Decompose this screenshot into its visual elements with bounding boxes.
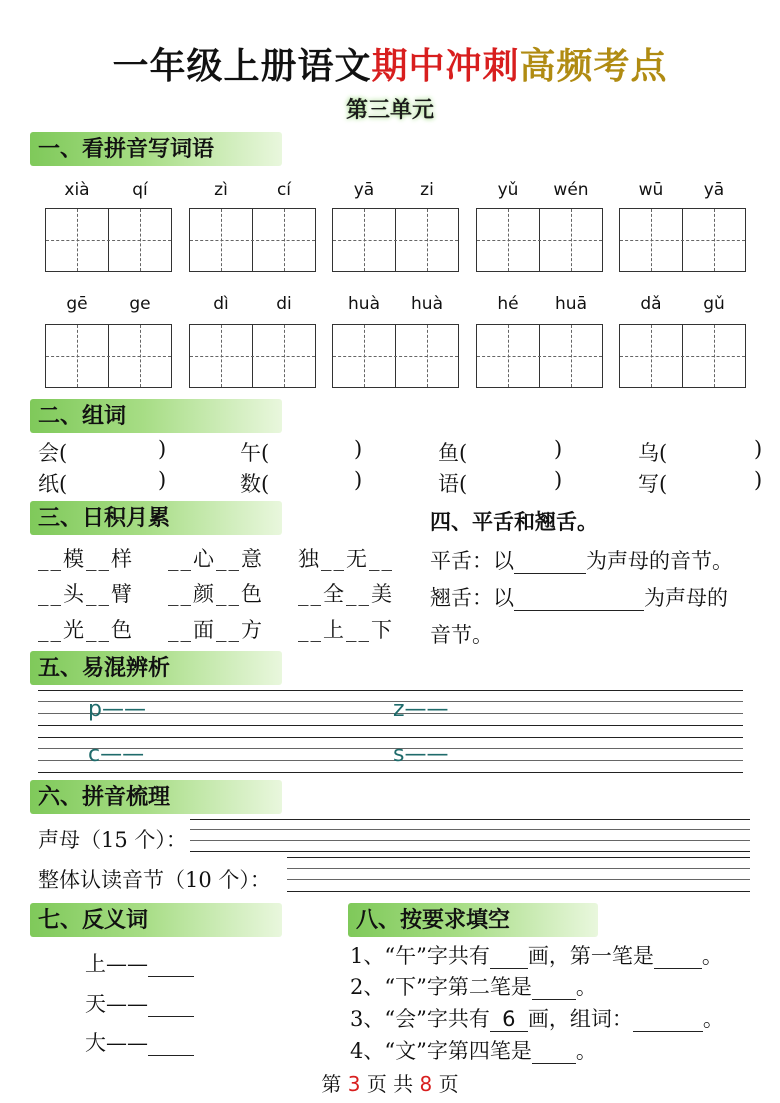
antonym-word: 上—— [85, 952, 148, 976]
title-part2: 期中冲刺 [371, 46, 520, 87]
pinyin-label: yǔ [497, 180, 519, 200]
pinyin-label: ge [129, 294, 151, 314]
page-footer [0, 1068, 780, 1097]
idiom-blank[interactable]: __颜__色 [168, 582, 264, 606]
antonym-item [85, 988, 194, 1018]
footer-prefix: 第 [321, 1072, 342, 1096]
pinyin-label: huà [411, 294, 443, 314]
writing-grid[interactable] [189, 208, 316, 272]
page-title [0, 38, 780, 89]
pinyin-label: gē [66, 294, 88, 314]
confusable-p: p—— [88, 697, 146, 722]
q3-text-b: 画，组词： [527, 1007, 633, 1031]
flat-blank[interactable] [514, 549, 586, 574]
footer-mid: 页 共 [366, 1072, 414, 1096]
q1-blank-1[interactable] [490, 944, 528, 969]
whole-syllables-label: 整体认读音节（10 个）： [38, 868, 271, 892]
confusable-z: z—— [393, 697, 449, 722]
idiom-blank[interactable]: __面__方 [168, 618, 264, 642]
q2-blank[interactable] [532, 975, 576, 1000]
close-paren: ) [554, 437, 563, 461]
pinyin-label: zi [420, 180, 434, 200]
q1-text-c: 。 [701, 944, 723, 968]
current-page: 3 [347, 1072, 361, 1096]
writing-grid[interactable] [476, 208, 603, 272]
pinyin-label: gǔ [703, 294, 725, 314]
pinyin-label: yā [353, 180, 375, 200]
open-paren: ( [459, 472, 468, 496]
q3-answer[interactable]: 6 [490, 1007, 528, 1032]
antonym-blank[interactable] [148, 952, 194, 977]
word-char: 午 [240, 441, 261, 465]
curl-tongue-line [430, 582, 728, 612]
idiom-blank[interactable]: __上__下 [298, 618, 394, 642]
idiom-blank[interactable]: __模__样 [38, 547, 134, 571]
word-group-item [240, 437, 269, 467]
antonym-word: 大—— [85, 1031, 148, 1055]
q3-blank[interactable] [633, 1007, 703, 1032]
open-paren: ( [659, 472, 668, 496]
q4-text-b: 。 [575, 1039, 597, 1063]
q2-text-a: 2、“下”字第二笔是 [350, 975, 532, 999]
q3 [350, 1003, 724, 1033]
q4 [350, 1035, 597, 1065]
pinyin-label: qí [132, 180, 148, 200]
curl-label: 翘舌：以 [430, 586, 514, 610]
close-paren: ) [354, 468, 363, 492]
close-paren: ) [158, 437, 167, 461]
title-part1: 一年级上册语文 [112, 46, 372, 87]
word-char: 纸 [38, 472, 59, 496]
writing-grid[interactable] [189, 324, 316, 388]
pinyin-label: cí [276, 180, 292, 200]
close-paren: ) [158, 468, 167, 492]
close-paren: ) [754, 437, 763, 461]
word-group-item [240, 468, 269, 498]
antonym-word: 天—— [85, 992, 148, 1016]
pinyin-label: huā [555, 294, 587, 314]
total-pages: 8 [419, 1072, 433, 1096]
close-paren: ) [354, 437, 363, 461]
q4-blank[interactable] [532, 1039, 576, 1064]
unit-subtitle: 第三单元 [345, 97, 434, 123]
writing-grid[interactable] [619, 208, 746, 272]
open-paren: ( [59, 441, 68, 465]
section2-header: 二、组词 [30, 399, 282, 433]
antonym-blank[interactable] [148, 992, 194, 1017]
q1-text-a: 1、“午”字共有 [350, 944, 490, 968]
writing-grid[interactable] [332, 324, 459, 388]
word-group-item [38, 468, 67, 498]
section5-header: 五、易混辨析 [30, 651, 282, 685]
word-group-item [638, 468, 667, 498]
q4-text-a: 4、“文”字第四笔是 [350, 1039, 532, 1063]
section6-header: 六、拼音梳理 [30, 780, 282, 814]
close-paren: ) [754, 468, 763, 492]
open-paren: ( [59, 472, 68, 496]
q1 [350, 940, 723, 970]
curl-blank[interactable] [514, 586, 644, 611]
pinyin-label: dǎ [640, 294, 662, 314]
section3-header: 三、日积月累 [30, 501, 282, 535]
section7-header: 七、反义词 [30, 903, 282, 937]
pinyin-label: huà [348, 294, 380, 314]
idiom-blank[interactable]: __全__美 [298, 582, 394, 606]
confusable-c: c—— [88, 742, 145, 767]
word-char: 鱼 [438, 441, 459, 465]
pinyin-label: dì [213, 294, 229, 314]
word-group-item [638, 437, 667, 467]
q1-text-b: 画，第一笔是 [527, 944, 654, 968]
word-char: 数 [240, 472, 261, 496]
writing-grid[interactable] [45, 324, 172, 388]
writing-grid[interactable] [476, 324, 603, 388]
word-group-item [438, 468, 467, 498]
open-paren: ( [261, 441, 270, 465]
pinyin-label: wén [553, 180, 589, 200]
curl-tail-2: 音节。 [430, 623, 493, 647]
writing-grid[interactable] [619, 324, 746, 388]
curl-tail: 为声母的 [644, 586, 728, 610]
idiom-blank[interactable]: 独__无__ [298, 547, 394, 571]
section4-header: 四、平舌和翘舌。 [430, 509, 598, 534]
q2 [350, 971, 597, 1001]
open-paren: ( [261, 472, 270, 496]
q3-text-a: 3、“会”字共有 [350, 1007, 490, 1031]
title-part3: 高频考点 [519, 46, 668, 87]
pinyin-label: yā [703, 180, 725, 200]
antonym-item [85, 1027, 194, 1057]
pinyin-label: xià [64, 180, 90, 200]
writing-grid[interactable] [45, 208, 172, 272]
idiom-blank[interactable]: __心__意 [168, 547, 264, 571]
q3-text-c: 。 [702, 1007, 724, 1031]
flat-tongue-line [430, 545, 733, 575]
word-group-item [438, 437, 467, 467]
pinyin-label: hé [497, 294, 519, 314]
idiom-blank[interactable]: __光__色 [38, 618, 134, 642]
open-paren: ( [659, 441, 668, 465]
pinyin-label: di [276, 294, 292, 314]
idiom-blank[interactable]: __头__臂 [38, 582, 134, 606]
flat-tail: 为声母的音节。 [586, 549, 733, 573]
initials-label: 声母（15 个）： [38, 828, 187, 852]
q2-text-b: 。 [575, 975, 597, 999]
q1-blank-2[interactable] [654, 944, 702, 969]
word-char: 语 [438, 472, 459, 496]
open-paren: ( [459, 441, 468, 465]
word-char: 乌 [638, 441, 659, 465]
section8-header: 八、按要求填空 [348, 903, 598, 937]
footer-suffix: 页 [438, 1072, 459, 1096]
section1-header: 一、看拼音写词语 [30, 132, 282, 166]
word-char: 会 [38, 441, 59, 465]
antonym-blank[interactable] [148, 1031, 194, 1056]
confusable-s: s—— [393, 742, 449, 767]
pinyin-label: zì [214, 180, 228, 200]
word-char: 写 [638, 472, 659, 496]
word-group-item [38, 437, 67, 467]
antonym-item [85, 948, 194, 978]
pinyin-label: wū [638, 180, 664, 200]
close-paren: ) [554, 468, 563, 492]
writing-grid[interactable] [332, 208, 459, 272]
flat-label: 平舌：以 [430, 549, 514, 573]
